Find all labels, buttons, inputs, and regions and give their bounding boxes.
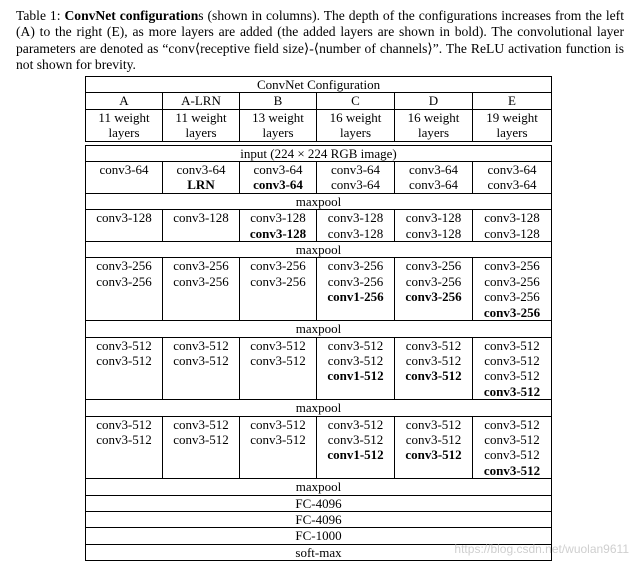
layer-name: conv3-128 — [484, 210, 540, 226]
depth-text: 13 weight — [252, 109, 304, 125]
layer-cell — [240, 258, 317, 321]
layer-name: LRN — [187, 177, 215, 193]
layer-cell — [317, 162, 395, 194]
layer-name: conv3-512 — [250, 337, 306, 353]
layer-name: conv3-512 — [484, 352, 540, 368]
depth-cell — [240, 109, 317, 141]
layer-name: conv3-512 — [484, 431, 540, 447]
layer-cell — [317, 416, 395, 479]
depth-text: layers — [262, 125, 294, 141]
layer-cell — [395, 258, 473, 321]
maxpool-layer-row — [86, 400, 552, 416]
layer-name: conv3-64 — [408, 177, 459, 193]
layer-name: conv3-128 — [96, 210, 152, 226]
layer-name: conv3-512 — [484, 447, 540, 463]
input-layer-row — [86, 145, 552, 161]
depth-text: layers — [496, 125, 528, 141]
layer-cell — [395, 162, 473, 194]
layer-name: conv3-256 — [484, 289, 540, 305]
layer-name: conv3-128 — [405, 225, 462, 241]
layer-cell — [163, 210, 240, 242]
depth-text: 16 weight — [329, 109, 382, 125]
layer-cell — [240, 210, 317, 242]
layer-name: conv3-512 — [327, 352, 384, 368]
layer-name: conv3-512 — [405, 368, 462, 384]
maxpool-layer: maxpool — [86, 242, 552, 258]
layer-name: conv3-256 — [483, 304, 541, 320]
maxpool-layer: maxpool — [86, 193, 552, 209]
input-layer: input (224 × 224 RGB image) — [86, 145, 552, 161]
maxpool-layer: maxpool — [86, 321, 552, 337]
caption-label: Table 1: — [16, 8, 65, 23]
layer-name: conv3-512 — [327, 416, 384, 432]
conv-block-row — [86, 337, 552, 400]
depth-text: 11 weight — [98, 109, 150, 125]
layer-cell — [395, 416, 473, 479]
title-row — [86, 77, 552, 93]
column-header-row — [86, 93, 552, 109]
layer-name: conv3-512 — [327, 337, 384, 353]
conv-block-row — [86, 416, 552, 479]
layer-cell — [163, 258, 240, 321]
maxpool-layer-row — [86, 479, 552, 495]
layer-cell — [163, 416, 240, 479]
layer-name: conv1-256 — [327, 289, 384, 305]
layer-name: conv3-512 — [405, 447, 462, 463]
layer-name: conv3-256 — [250, 258, 306, 274]
conv-block-row — [86, 210, 552, 242]
depth-text: 16 weight — [407, 109, 460, 125]
layer-name: conv3-64 — [253, 177, 303, 193]
layer-name: conv3-512 — [96, 352, 152, 368]
layer-name: conv3-256 — [327, 258, 384, 274]
layer-name: conv3-512 — [96, 416, 152, 432]
depth-cell — [473, 109, 552, 141]
column-header: E — [473, 93, 552, 109]
layer-name: conv3-512 — [96, 431, 152, 447]
layer-name: conv3-256 — [405, 258, 462, 274]
layer-name: conv3-512 — [250, 352, 306, 368]
column-header: A — [86, 93, 163, 109]
layer-name: conv3-512 — [96, 337, 152, 353]
layer-name: conv3-64 — [487, 177, 537, 193]
layer-cell — [395, 210, 473, 242]
layer-name: conv3-512 — [405, 416, 462, 432]
layer-name: conv3-64 — [99, 162, 149, 178]
layer-name: conv1-512 — [327, 447, 384, 463]
layer-name: conv3-64 — [253, 162, 303, 178]
fc-layer: FC-1000 — [86, 528, 552, 544]
layer-name: conv3-128 — [249, 225, 307, 241]
layer-cell — [86, 337, 163, 400]
fc-layer-row — [86, 495, 552, 511]
column-header: D — [395, 93, 473, 109]
table-caption — [16, 8, 624, 74]
depth-cell — [395, 109, 473, 141]
layer-name: conv3-256 — [484, 273, 540, 289]
layer-name: conv3-512 — [173, 337, 229, 353]
depth-text: layers — [108, 125, 140, 141]
column-header: B — [240, 93, 317, 109]
layer-name: conv3-512 — [484, 416, 540, 432]
depth-cell — [317, 109, 395, 141]
layer-cell — [317, 210, 395, 242]
layer-cell — [240, 416, 317, 479]
layer-name: conv3-64 — [330, 162, 381, 178]
layer-name: conv3-128 — [250, 210, 306, 226]
layer-name: conv3-128 — [405, 210, 462, 226]
maxpool-layer-row — [86, 321, 552, 337]
convnet-config-table — [85, 76, 552, 561]
layer-cell — [86, 210, 163, 242]
layer-name: conv3-128 — [173, 210, 229, 226]
maxpool-layer: maxpool — [86, 400, 552, 416]
fc-layer: FC-4096 — [86, 495, 552, 511]
layer-name: conv3-256 — [96, 258, 152, 274]
layer-cell — [240, 337, 317, 400]
layer-name: conv3-64 — [330, 177, 381, 193]
layer-name: conv3-512 — [405, 337, 462, 353]
layer-name: conv3-64 — [487, 162, 537, 178]
layer-name: conv3-512 — [173, 431, 229, 447]
depth-cell — [86, 109, 163, 141]
conv-block-row — [86, 258, 552, 321]
column-header: A-LRN — [163, 93, 240, 109]
layer-name: conv3-256 — [173, 258, 229, 274]
maxpool-layer-row — [86, 242, 552, 258]
softmax-layer: soft-max — [86, 544, 552, 560]
depth-text: layers — [417, 125, 450, 141]
fc-layer: FC-4096 — [86, 511, 552, 527]
depth-text: 11 weight — [175, 109, 227, 125]
layer-cell — [473, 210, 552, 242]
table-title: ConvNet Configuration — [86, 77, 552, 93]
layer-name: conv3-256 — [405, 289, 462, 305]
depth-text: 19 weight — [486, 109, 538, 125]
watermark: https://blog.csdn.net/wuolan9611 — [454, 542, 629, 556]
layer-name: conv3-512 — [173, 416, 229, 432]
layer-name: conv3-64 — [408, 162, 459, 178]
caption-text: s (shown in columns). The depth of the configurations increases from the left (A) to the right (E), as more layers are added (the added layers are shown in bold). The convolutional layer parameters are denoted as “conv⟨receptive field size⟩-⟨number of channels⟩”. The ReLU activation function is not shown for brevity. — [16, 8, 624, 73]
layer-cell — [86, 416, 163, 479]
table-body — [86, 77, 552, 561]
layer-cell — [473, 162, 552, 194]
layer-cell — [86, 258, 163, 321]
layer-name: conv3-512 — [483, 383, 541, 399]
layer-name: conv3-512 — [483, 462, 541, 478]
layer-name: conv3-256 — [405, 273, 462, 289]
layer-name: conv3-512 — [405, 431, 462, 447]
layer-cell — [86, 162, 163, 194]
layer-cell — [473, 416, 552, 479]
conv-block-row — [86, 162, 552, 194]
layer-name: conv3-512 — [250, 431, 306, 447]
depth-text: layers — [185, 125, 217, 141]
layer-name: conv3-512 — [173, 352, 229, 368]
layer-name: conv3-128 — [327, 225, 384, 241]
layer-name: conv3-512 — [250, 416, 306, 432]
layer-name: conv3-512 — [484, 368, 540, 384]
depth-text: layers — [339, 125, 372, 141]
maxpool-layer-row — [86, 193, 552, 209]
layer-name: conv3-512 — [327, 431, 384, 447]
layer-cell — [395, 337, 473, 400]
layer-name: conv3-256 — [96, 273, 152, 289]
layer-name: conv1-512 — [327, 368, 384, 384]
layer-cell — [473, 258, 552, 321]
layer-name: conv3-256 — [173, 273, 229, 289]
layer-name: conv3-512 — [405, 352, 462, 368]
caption-bold-title: ConvNet configuration — [64, 8, 199, 23]
layer-cell — [240, 162, 317, 194]
layer-name: conv3-256 — [327, 273, 384, 289]
depth-row — [86, 109, 552, 141]
layer-name: conv3-256 — [250, 273, 306, 289]
layer-cell — [163, 162, 240, 194]
maxpool-layer: maxpool — [86, 479, 552, 495]
layer-cell — [473, 337, 552, 400]
layer-name: conv3-128 — [484, 225, 540, 241]
layer-cell — [317, 258, 395, 321]
column-header: C — [317, 93, 395, 109]
layer-name: conv3-128 — [327, 210, 384, 226]
depth-cell — [163, 109, 240, 141]
layer-name: conv3-256 — [484, 258, 540, 274]
layer-cell — [317, 337, 395, 400]
layer-cell — [163, 337, 240, 400]
fc-layer-row — [86, 511, 552, 527]
layer-name: conv3-512 — [484, 337, 540, 353]
layer-name: conv3-64 — [176, 162, 226, 178]
